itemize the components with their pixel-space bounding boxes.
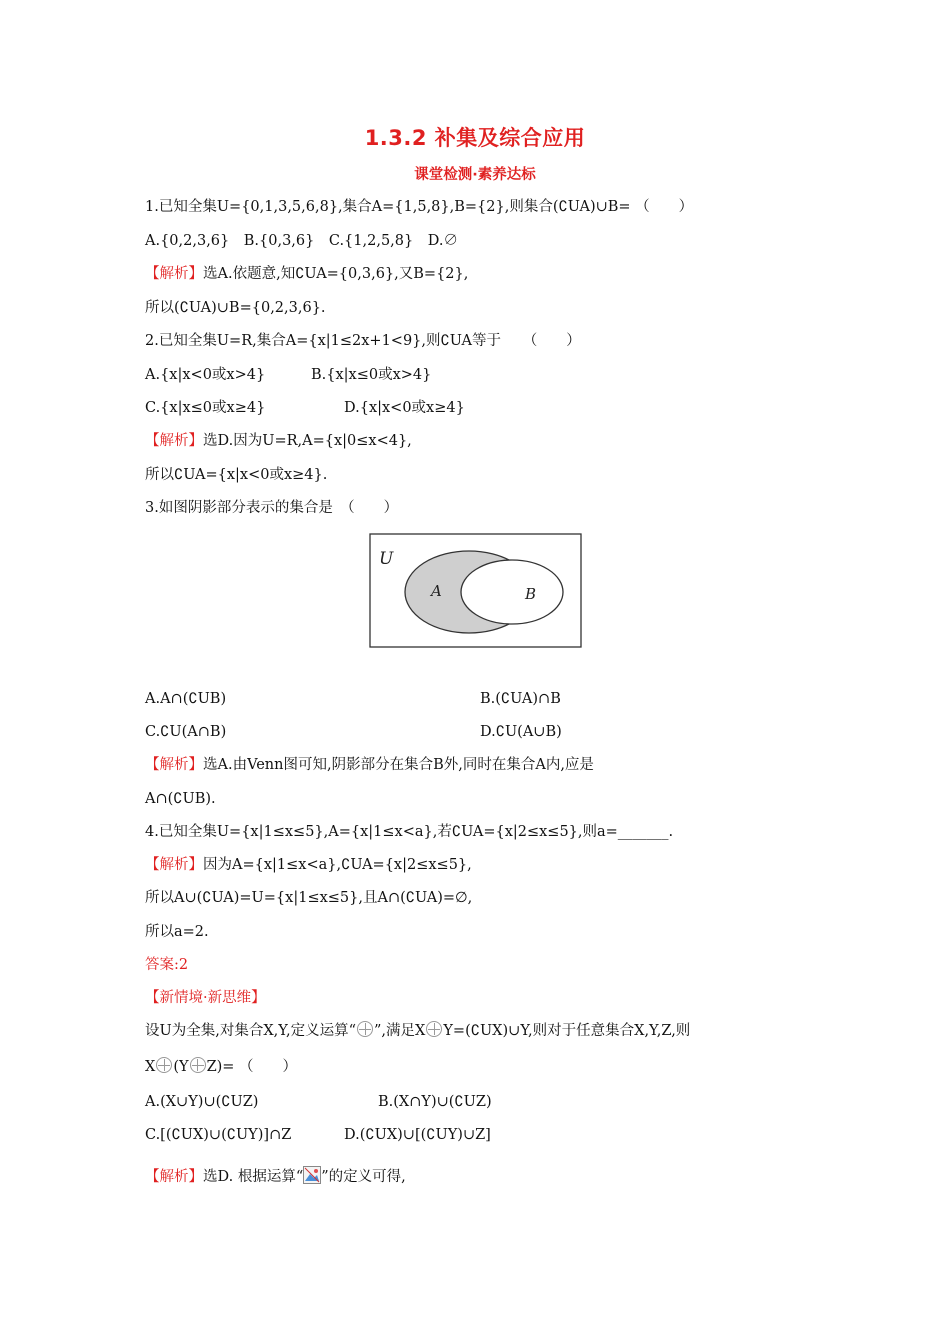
venn-diagram [369, 533, 582, 648]
q3-option-b: B.(∁UA)∩B [480, 691, 561, 707]
q5-option-c: C.[(∁UX)∪(∁UY)]∩Z [145, 1127, 292, 1143]
q1-analysis-text: 选A.依题意,知∁UA={0,3,6},又B={2}, [203, 266, 469, 282]
q3-stem: 3.如图阴影部分表示的集合是 （ ） [145, 500, 399, 516]
broken-image-icon [303, 1166, 321, 1184]
q5-analysis-text-1: 选D. 根据运算“ [203, 1169, 304, 1185]
oplus-icon [426, 1021, 442, 1037]
q5-stem2-text-1: X [145, 1059, 156, 1075]
analysis-tag: 【解析】 [145, 857, 203, 873]
q3-option-d: D.∁U(A∪B) [480, 724, 562, 740]
q4-analysis-line3: 所以a=2. [145, 924, 209, 940]
q5-stem2-text-2: (Y [173, 1059, 189, 1075]
analysis-tag: 【解析】 [145, 433, 203, 449]
oplus-icon [357, 1021, 373, 1037]
q1-stem: 1.已知全集U={0,1,3,5,6,8},集合A={1,5,8},B={2},则集合(∁UA)∪B= （ ） [145, 199, 694, 215]
q5-option-b: B.(X∩Y)∪(∁UZ) [378, 1094, 492, 1110]
q3-analysis-line2: A∩(∁UB). [145, 791, 216, 807]
oplus-icon [156, 1057, 172, 1073]
q5-stem-text-3: Y=(∁UX)∪Y,则对于任意集合X,Y,Z,则 [443, 1023, 691, 1039]
analysis-tag: 【解析】 [145, 757, 203, 773]
q3-analysis-text: 选A.由Venn图可知,阴影部分在集合B外,同时在集合A内,应是 [203, 757, 594, 773]
q5-stem-line2 [145, 1057, 297, 1077]
q4-stem: 4.已知全集U={x|1≤x≤5},A={x|1≤x<a},若∁UA={x|2≤x≤5},则a=_______. [145, 824, 674, 840]
q5-stem-text-2: ”,满足X [374, 1023, 426, 1039]
q2-option-c: C.{x|x≤0或x≥4} [145, 400, 266, 416]
set-b-label: B [525, 585, 537, 603]
q3-option-c: C.∁U(A∩B) [145, 724, 227, 740]
q1-analysis-line2: 所以(∁UA)∪B={0,2,3,6}. [145, 300, 326, 316]
q2-analysis-line2: 所以∁UA={x|x<0或x≥4}. [145, 467, 328, 483]
q1-options: A.{0,2,3,6} B.{0,3,6} C.{1,2,5,8} D.∅ [145, 233, 458, 249]
q2-stem: 2.已知全集U=R,集合A={x|1≤2x+1<9},则∁UA等于 （ ） [145, 333, 581, 349]
set-b-ellipse [461, 560, 563, 624]
q5-stem-text-1: 设U为全集,对集合X,Y,定义运算“ [145, 1023, 356, 1039]
q1-analysis [145, 264, 468, 284]
oplus-icon [190, 1057, 206, 1073]
q4-analysis [145, 855, 472, 875]
analysis-tag: 【解析】 [145, 266, 203, 282]
page-title: 1.3.2 补集及综合应用 [364, 126, 586, 150]
q2-option-a: A.{x|x<0或x>4} [145, 367, 266, 383]
q3-analysis [145, 755, 594, 775]
q5-stem2-text-3: Z)= （ ） [206, 1059, 298, 1075]
q5-analysis-text-2: ”的定义可得, [321, 1169, 406, 1185]
q5-stem-line1 [145, 1021, 690, 1041]
q4-analysis-line2: 所以A∪(∁UA)=U={x|1≤x≤5},且A∩(∁UA)=∅, [145, 890, 473, 906]
q3-option-a: A.A∩(∁UB) [145, 691, 227, 707]
q5-analysis [145, 1166, 406, 1187]
set-a-label: A [431, 582, 442, 600]
q5-option-a: A.(X∪Y)∪(∁UZ) [145, 1094, 259, 1110]
analysis-tag: 【解析】 [145, 1169, 203, 1185]
q2-option-b: B.{x|x≤0或x>4} [311, 367, 432, 383]
q5-tag: 【新情境·新思维】 [145, 990, 266, 1006]
q5-option-d: D.(∁UX)∪[(∁UY)∪Z] [344, 1127, 491, 1143]
q4-answer: 答案:2 [145, 957, 189, 973]
universe-label: U [379, 549, 394, 569]
q4-analysis-text: 因为A={x|1≤x<a},∁UA={x|2≤x≤5}, [203, 857, 472, 873]
q2-option-d: D.{x|x<0或x≥4} [344, 400, 465, 416]
q2-analysis-text: 选D.因为U=R,A={x|0≤x<4}, [203, 433, 412, 449]
page-subtitle: 课堂检测·素养达标 [414, 167, 536, 183]
q2-analysis [145, 431, 412, 451]
